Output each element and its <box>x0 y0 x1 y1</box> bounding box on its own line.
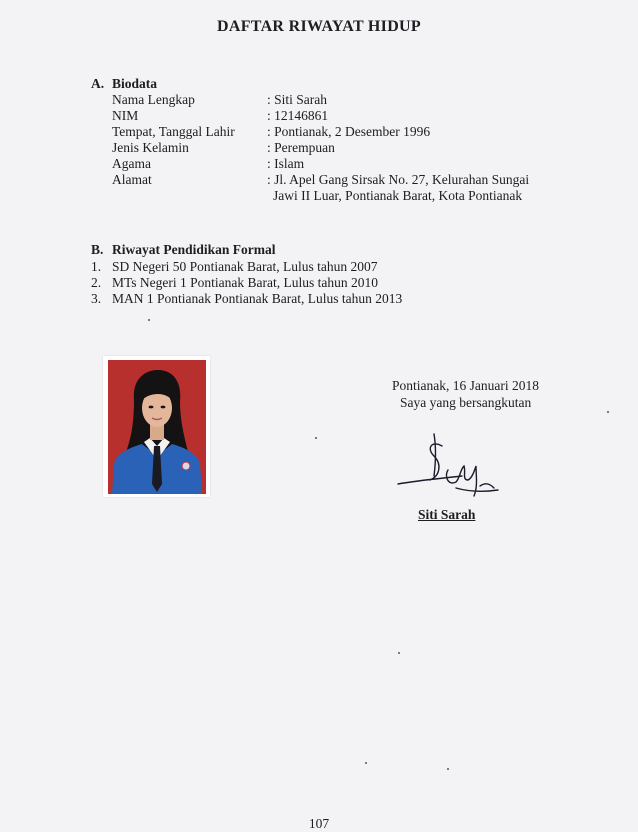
list-item-number: 3. <box>91 291 102 306</box>
scan-speck <box>365 762 367 764</box>
list-item-number: 2. <box>91 275 102 290</box>
biodata-value-continued: Jawi II Luar, Pontianak Barat, Kota Pontianak <box>273 188 523 203</box>
biodata-label: Nama Lengkap <box>112 92 195 107</box>
scan-speck <box>398 652 400 654</box>
biodata-label: Alamat <box>112 172 152 187</box>
biodata-label: Jenis Kelamin <box>112 140 189 155</box>
portrait-illustration <box>108 360 206 494</box>
signing-place-date: Pontianak, 16 Januari 2018 <box>392 378 539 393</box>
section-title: Biodata <box>112 76 158 91</box>
page-number: 107 <box>308 816 330 831</box>
passport-photo <box>103 356 210 497</box>
biodata-value: : Islam <box>267 156 305 171</box>
list-item-text: SD Negeri 50 Pontianak Barat, Lulus tahun 2007 <box>112 259 378 274</box>
list-item <box>91 275 378 291</box>
biodata-label: Agama <box>112 156 151 171</box>
list-item-number: 1. <box>91 259 102 274</box>
section-title: Riwayat Pendidikan Formal <box>112 242 276 257</box>
list-item-text: MAN 1 Pontianak Pontianak Barat, Lulus tahun 2013 <box>112 291 403 306</box>
section-number: B. <box>91 242 104 257</box>
scan-speck <box>447 768 449 770</box>
handwritten-signature <box>390 426 510 506</box>
biodata-value: : 12146861 <box>267 108 329 123</box>
scan-speck <box>607 411 609 413</box>
photo-image <box>108 360 206 494</box>
biodata-label: NIM <box>112 108 139 123</box>
biodata-label: Tempat, Tanggal Lahir <box>112 124 235 139</box>
page-title: DAFTAR RIWAYAT HIDUP <box>217 18 421 35</box>
biodata-value: : Pontianak, 2 Desember 1996 <box>267 124 431 139</box>
biodata-value: : Perempuan <box>267 140 335 155</box>
biodata-value: : Siti Sarah <box>267 92 327 107</box>
section-education-heading <box>91 242 276 258</box>
section-biodata-heading <box>91 76 157 92</box>
list-item <box>91 291 402 307</box>
list-item <box>91 259 377 275</box>
list-item-text: MTs Negeri 1 Pontianak Barat, Lulus tahun 2010 <box>112 275 379 290</box>
signing-note: Saya yang bersangkutan <box>400 395 532 410</box>
scan-speck <box>148 319 150 321</box>
scan-speck <box>315 437 317 439</box>
signer-name: Siti Sarah <box>418 507 476 522</box>
section-number: A. <box>91 76 105 91</box>
biodata-value: : Jl. Apel Gang Sirsak No. 27, Kelurahan Sungai <box>267 172 530 187</box>
